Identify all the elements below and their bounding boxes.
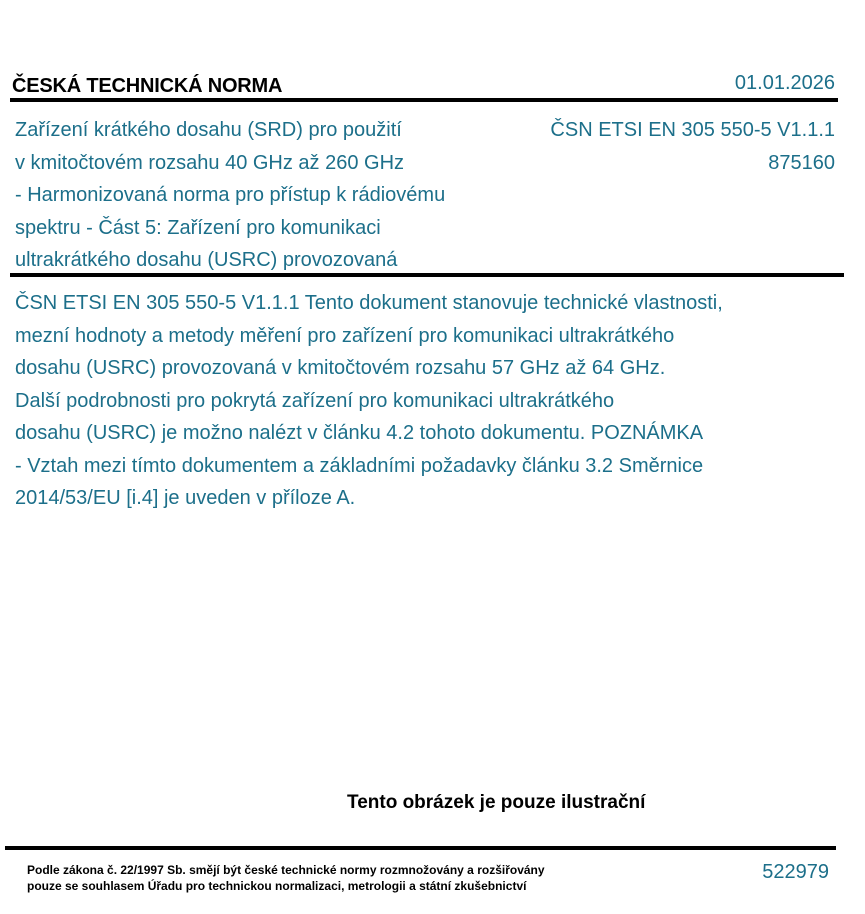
description-line: mezní hodnoty a metody měření pro zařízení pro komunikaci ultrakrátkého [15,324,675,347]
header-title: ČESKÁ TECHNICKÁ NORMA [12,75,283,97]
document-title-line: spektru - Část 5: Zařízení pro komunikaci [15,216,381,239]
document-title-line: ultrakrátkého dosahu (USRC) provozovaná [15,249,398,271]
description-line: dosahu (USRC) provozovaná v kmitočtovém rozsahu 57 GHz až 64 GHz. [15,357,666,379]
legal-line: pouze se souhlasem Úřadu pro technickou normalizaci, metrologii a státní zkušebnictví [27,879,527,893]
document-title-line: Zařízení krátkého dosahu (SRD) pro použití [15,119,402,141]
document-identifiers [550,114,835,179]
legal-line: Podle zákona č. 22/1997 Sb. smějí být české technické normy rozmnožovány a rozšiřovány [27,863,545,877]
document-title-line: v kmitočtovém rozsahu 40 GHz až 260 GHz [15,151,405,174]
standard-code: ČSN ETSI EN 305 550-5 V1.1.1 [550,119,835,141]
description-line: - Vztah mezi tímto dokumentem a základními požadavky článku 3.2 Směrnice [15,454,704,477]
title-rule [10,273,844,277]
document-title-line: - Harmonizovaná norma pro přístup k rádiovému [15,184,446,206]
footer-rule [5,846,836,850]
legal-notice [27,862,545,894]
description-line: Další podrobnosti pro pokrytá zařízení pro komunikaci ultrakrátkého [15,389,615,412]
footer-number: 522979 [762,861,829,883]
description-line: dosahu (USRC) je možno nalézt v článku 4.2 tohoto dokumentu. POZNÁMKA [15,422,704,444]
header-date: 01.01.2026 [734,72,835,94]
description-line: 2014/53/EU [i.4] je uveden v příloze A. [15,487,356,509]
description-line: ČSN ETSI EN 305 550-5 V1.1.1 Tento dokument stanovuje technické vlastnosti, [15,292,723,314]
document-description [15,287,825,515]
document-title [15,114,495,277]
header-rule [10,98,838,102]
catalog-id: 875160 [768,151,835,174]
illustration-notice: Tento obrázek je pouze ilustrační [347,792,646,813]
